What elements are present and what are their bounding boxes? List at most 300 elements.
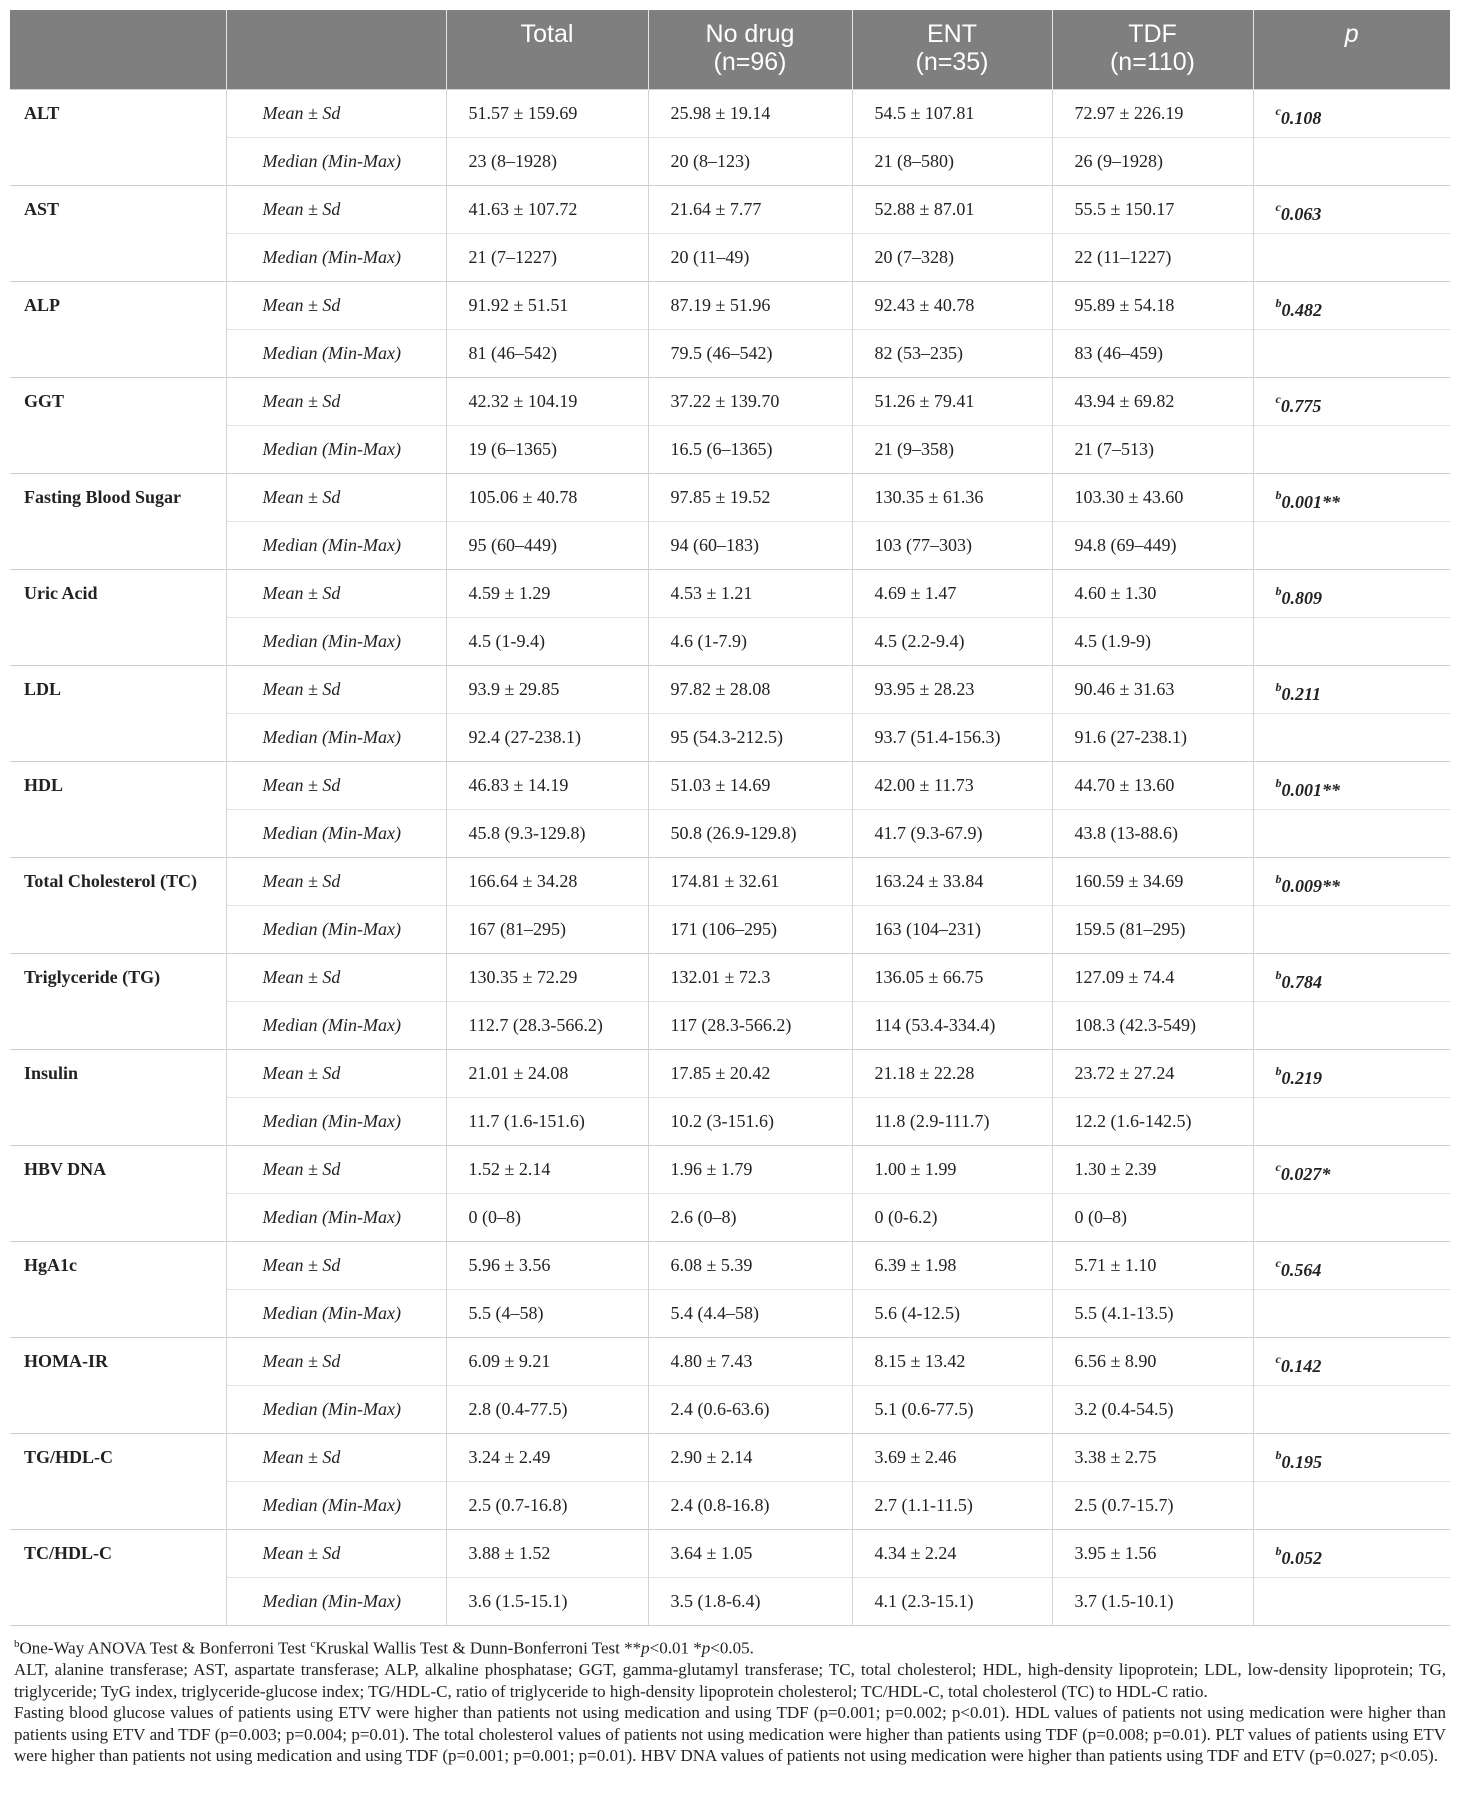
value-cell: 83 (46–459) [1052,330,1253,378]
p-value: 0.809 [1281,588,1322,608]
lab-results-table [10,10,1450,1626]
table-row [10,666,1450,714]
table-row [10,522,1450,570]
value-cell: 21.64 ± 7.77 [648,186,852,234]
table-row [10,1386,1450,1434]
p-value-cell [1253,426,1450,474]
table-row [10,762,1450,810]
p-value-test-marker: b [1275,968,1282,982]
row-label: HDL [10,762,226,810]
p-value-cell [1253,1194,1450,1242]
p-value: 0.027* [1280,1164,1331,1184]
value-cell: 21.01 ± 24.08 [446,1050,648,1098]
value-cell: 163 (104–231) [852,906,1052,954]
value-cell: 2.5 (0.7-15.7) [1052,1482,1253,1530]
value-cell: 95 (54.3-212.5) [648,714,852,762]
row-label [10,810,226,858]
value-cell: 94 (60–183) [648,522,852,570]
header-blank [10,10,226,90]
value-cell: 2.7 (1.1-11.5) [852,1482,1052,1530]
p-value-test-marker: b [1275,776,1282,790]
row-label [10,1098,226,1146]
value-cell: 167 (81–295) [446,906,648,954]
row-label: Insulin [10,1050,226,1098]
value-cell: 117 (28.3-566.2) [648,1002,852,1050]
p-value-cell [1253,330,1450,378]
stat-label: Mean ± Sd [226,282,446,330]
value-cell: 0 (0–8) [1052,1194,1253,1242]
footnote-tests: $^b$One-Way ANOVA Test & Bonferroni Test $^c$Kruskal Wallis Test & Dunn-Bonferroni Test **p<0.01 *p<0.05. [14,1638,754,1658]
value-cell: 95 (60–449) [446,522,648,570]
p-value: 0.211 [1281,684,1322,704]
row-label: LDL [10,666,226,714]
value-cell: 8.15 ± 13.42 [852,1338,1052,1386]
value-cell: 3.2 (0.4-54.5) [1052,1386,1253,1434]
p-value-cell [1253,1338,1450,1386]
p-value-test-marker: b [1275,680,1282,694]
p-value-cell [1253,474,1450,522]
value-cell: 3.6 (1.5-15.1) [446,1578,648,1626]
value-cell: 79.5 (46–542) [648,330,852,378]
value-cell: 37.22 ± 139.70 [648,378,852,426]
value-cell: 20 (11–49) [648,234,852,282]
stat-label: Median (Min-Max) [226,1386,446,1434]
row-label [10,1578,226,1626]
stat-label: Median (Min-Max) [226,618,446,666]
value-cell: 127.09 ± 74.4 [1052,954,1253,1002]
value-cell: 160.59 ± 34.69 [1052,858,1253,906]
table-row [10,1434,1450,1482]
p-value: 0.195 [1281,1452,1322,1472]
value-cell: 11.7 (1.6-151.6) [446,1098,648,1146]
p-value-cell [1253,90,1450,138]
table-row [10,618,1450,666]
p-value-test-marker: b [1275,584,1282,598]
value-cell: 4.60 ± 1.30 [1052,570,1253,618]
table-row [10,1098,1450,1146]
stat-label: Mean ± Sd [226,666,446,714]
value-cell: 52.88 ± 87.01 [852,186,1052,234]
stat-label: Mean ± Sd [226,1050,446,1098]
row-label: ALP [10,282,226,330]
p-value-cell [1253,1098,1450,1146]
value-cell: 3.88 ± 1.52 [446,1530,648,1578]
table-row [10,714,1450,762]
stat-label: Mean ± Sd [226,1434,446,1482]
value-cell: 4.53 ± 1.21 [648,570,852,618]
p-value-test-marker: b [1275,1448,1282,1462]
p-value-cell [1253,1530,1450,1578]
value-cell: 90.46 ± 31.63 [1052,666,1253,714]
p-value: 0.063 [1280,204,1322,224]
table-row [10,1290,1450,1338]
stat-label: Median (Min-Max) [226,714,446,762]
value-cell: 20 (8–123) [648,138,852,186]
stat-label: Median (Min-Max) [226,810,446,858]
row-label [10,330,226,378]
stat-label: Median (Min-Max) [226,1482,446,1530]
stat-label: Median (Min-Max) [226,234,446,282]
value-cell: 44.70 ± 13.60 [1052,762,1253,810]
p-value-cell [1253,138,1450,186]
p-value-test-marker: c [1275,200,1281,214]
row-label [10,426,226,474]
row-label: Fasting Blood Sugar [10,474,226,522]
p-value-cell [1253,1290,1450,1338]
row-label: Uric Acid [10,570,226,618]
p-value-cell [1253,186,1450,234]
table-row [10,186,1450,234]
value-cell: 6.39 ± 1.98 [852,1242,1052,1290]
value-cell: 3.38 ± 2.75 [1052,1434,1253,1482]
value-cell: 4.69 ± 1.47 [852,570,1052,618]
p-value-test-marker: c [1275,1160,1281,1174]
table-row [10,234,1450,282]
value-cell: 19 (6–1365) [446,426,648,474]
value-cell: 3.69 ± 2.46 [852,1434,1052,1482]
p-value: 0.052 [1281,1548,1322,1568]
value-cell: 22 (11–1227) [1052,234,1253,282]
stat-label: Median (Min-Max) [226,1290,446,1338]
stat-label: Median (Min-Max) [226,1098,446,1146]
header-no-drug: No drug (n=96) [648,10,852,90]
p-value-test-marker: c [1275,1256,1281,1270]
table-row [10,138,1450,186]
value-cell: 4.80 ± 7.43 [648,1338,852,1386]
table-row [10,1194,1450,1242]
stat-label: Mean ± Sd [226,858,446,906]
table-row [10,378,1450,426]
value-cell: 93.9 ± 29.85 [446,666,648,714]
table-row [10,1578,1450,1626]
stat-label: Median (Min-Max) [226,1194,446,1242]
value-cell: 87.19 ± 51.96 [648,282,852,330]
p-value-cell [1253,954,1450,1002]
p-value: 0.142 [1280,1356,1322,1376]
value-cell: 4.59 ± 1.29 [446,570,648,618]
table-row [10,282,1450,330]
value-cell: 0 (0-6.2) [852,1194,1052,1242]
value-cell: 2.6 (0–8) [648,1194,852,1242]
stat-label: Median (Min-Max) [226,330,446,378]
p-value-cell [1253,858,1450,906]
value-cell: 95.89 ± 54.18 [1052,282,1253,330]
header-blank-2 [226,10,446,90]
value-cell: 2.5 (0.7-16.8) [446,1482,648,1530]
table-row [10,1338,1450,1386]
p-value: 0.482 [1281,300,1322,320]
value-cell: 3.64 ± 1.05 [648,1530,852,1578]
value-cell: 21 (7–513) [1052,426,1253,474]
p-value-cell [1253,1002,1450,1050]
value-cell: 103.30 ± 43.60 [1052,474,1253,522]
stat-label: Median (Min-Max) [226,426,446,474]
value-cell: 97.85 ± 19.52 [648,474,852,522]
value-cell: 12.2 (1.6-142.5) [1052,1098,1253,1146]
row-label [10,522,226,570]
stat-label: Mean ± Sd [226,186,446,234]
table-row [10,474,1450,522]
value-cell: 171 (106–295) [648,906,852,954]
p-value-test-marker: b [1275,296,1282,310]
header-tdf: TDF (n=110) [1052,10,1253,90]
value-cell: 43.94 ± 69.82 [1052,378,1253,426]
value-cell: 103 (77–303) [852,522,1052,570]
footnote-abbreviations: ALT, alanine transferase; AST, aspartate transferase; ALP, alkaline phosphatase; GGT, gamma-glutamyl transferase; TC, total cholesterol; HDL, high-density lipoprotein; LDL, low-density lipoprotein; TG, triglyceride; TyG index, triglyceride-glucose index; TG/HDL-C, ratio of triglyceride to high-density lipoprotein cholesterol; TC/HDL-C, total cholesterol (TC) to HDL-C ratio. [14,1660,1446,1701]
value-cell: 41.7 (9.3-67.9) [852,810,1052,858]
p-value-cell [1253,618,1450,666]
value-cell: 21.18 ± 22.28 [852,1050,1052,1098]
stat-label: Median (Min-Max) [226,1002,446,1050]
value-cell: 132.01 ± 72.3 [648,954,852,1002]
p-value: 0.775 [1280,396,1322,416]
value-cell: 5.5 (4–58) [446,1290,648,1338]
row-label [10,1482,226,1530]
row-label: GGT [10,378,226,426]
p-value-cell [1253,1242,1450,1290]
footnote-findings: Fasting blood glucose values of patients using ETV were higher than patients not using medication and using TDF (p=0.001; p=0.002; p<0.01). HDL values of patients not using medication were higher than patients using ETV and TDF (p=0.003; p=0.004; p=0.01). The total cholesterol values of patients not using medication were higher than patients using TDF (p=0.008; p=0.01). PLT values of patients using ETV were higher than patients not using medication and using TDF (p=0.001; p=0.001; p=0.01). HBV DNA values of patients not using medication were higher than patients using TDF and ETV (p=0.027; p<0.05). [14,1703,1446,1766]
table-row [10,858,1450,906]
value-cell: 3.95 ± 1.56 [1052,1530,1253,1578]
p-value-test-marker: c [1275,104,1281,118]
stat-label: Median (Min-Max) [226,138,446,186]
value-cell: 2.4 (0.6-63.6) [648,1386,852,1434]
value-cell: 5.6 (4-12.5) [852,1290,1052,1338]
p-value-cell [1253,1482,1450,1530]
value-cell: 3.5 (1.8-6.4) [648,1578,852,1626]
row-label [10,138,226,186]
row-label [10,234,226,282]
p-value-test-marker: b [1275,872,1282,886]
value-cell: 6.09 ± 9.21 [446,1338,648,1386]
value-cell: 4.6 (1-7.9) [648,618,852,666]
row-label: ALT [10,90,226,138]
table-row [10,810,1450,858]
value-cell: 5.96 ± 3.56 [446,1242,648,1290]
value-cell: 5.4 (4.4–58) [648,1290,852,1338]
row-label: TG/HDL-C [10,1434,226,1482]
value-cell: 51.57 ± 159.69 [446,90,648,138]
row-label: HOMA-IR [10,1338,226,1386]
value-cell: 91.6 (27-238.1) [1052,714,1253,762]
value-cell: 92.43 ± 40.78 [852,282,1052,330]
table-row [10,1050,1450,1098]
p-value: 0.001** [1281,780,1340,800]
value-cell: 1.30 ± 2.39 [1052,1146,1253,1194]
row-label: HBV DNA [10,1146,226,1194]
p-value-cell [1253,522,1450,570]
value-cell: 42.32 ± 104.19 [446,378,648,426]
value-cell: 130.35 ± 72.29 [446,954,648,1002]
value-cell: 17.85 ± 20.42 [648,1050,852,1098]
table-row [10,90,1450,138]
value-cell: 163.24 ± 33.84 [852,858,1052,906]
header-p-value: p [1253,10,1450,90]
value-cell: 1.52 ± 2.14 [446,1146,648,1194]
table-row [10,1002,1450,1050]
p-value-test-marker: b [1275,1544,1282,1558]
value-cell: 16.5 (6–1365) [648,426,852,474]
value-cell: 3.24 ± 2.49 [446,1434,648,1482]
stat-label: Mean ± Sd [226,570,446,618]
table-row [10,1242,1450,1290]
stat-label: Mean ± Sd [226,1146,446,1194]
value-cell: 20 (7–328) [852,234,1052,282]
value-cell: 21 (8–580) [852,138,1052,186]
value-cell: 4.34 ± 2.24 [852,1530,1052,1578]
stat-label: Mean ± Sd [226,1530,446,1578]
value-cell: 11.8 (2.9-111.7) [852,1098,1052,1146]
value-cell: 92.4 (27-238.1) [446,714,648,762]
p-value-cell [1253,1146,1450,1194]
table-footnotes [10,1634,1450,1767]
value-cell: 6.56 ± 8.90 [1052,1338,1253,1386]
p-value: 0.108 [1280,108,1322,128]
table-row [10,954,1450,1002]
value-cell: 23 (8–1928) [446,138,648,186]
value-cell: 6.08 ± 5.39 [648,1242,852,1290]
value-cell: 43.8 (13-88.6) [1052,810,1253,858]
table-row [10,1530,1450,1578]
value-cell: 51.26 ± 79.41 [852,378,1052,426]
value-cell: 51.03 ± 14.69 [648,762,852,810]
value-cell: 41.63 ± 107.72 [446,186,648,234]
p-value-cell [1253,810,1450,858]
p-value-cell [1253,234,1450,282]
row-label: AST [10,186,226,234]
value-cell: 112.7 (28.3-566.2) [446,1002,648,1050]
table-body [10,90,1450,1626]
value-cell: 46.83 ± 14.19 [446,762,648,810]
value-cell: 21 (9–358) [852,426,1052,474]
row-label [10,1386,226,1434]
stat-label: Mean ± Sd [226,762,446,810]
row-label: Triglyceride (TG) [10,954,226,1002]
value-cell: 42.00 ± 11.73 [852,762,1052,810]
row-label [10,618,226,666]
p-value-cell [1253,714,1450,762]
value-cell: 5.5 (4.1-13.5) [1052,1290,1253,1338]
row-label: Total Cholesterol (TC) [10,858,226,906]
p-value-cell [1253,570,1450,618]
value-cell: 94.8 (69–449) [1052,522,1253,570]
p-value-cell [1253,1050,1450,1098]
value-cell: 93.95 ± 28.23 [852,666,1052,714]
p-value-cell [1253,378,1450,426]
stat-label: Median (Min-Max) [226,906,446,954]
table-row [10,906,1450,954]
value-cell: 1.96 ± 1.79 [648,1146,852,1194]
p-value-cell [1253,762,1450,810]
value-cell: 91.92 ± 51.51 [446,282,648,330]
table-row [10,1146,1450,1194]
header-total: Total [446,10,648,90]
table-row [10,426,1450,474]
value-cell: 93.7 (51.4-156.3) [852,714,1052,762]
value-cell: 81 (46–542) [446,330,648,378]
value-cell: 82 (53–235) [852,330,1052,378]
stat-label: Mean ± Sd [226,378,446,426]
value-cell: 4.1 (2.3-15.1) [852,1578,1052,1626]
value-cell: 114 (53.4-334.4) [852,1002,1052,1050]
table-row [10,570,1450,618]
p-value: 0.219 [1281,1068,1322,1088]
value-cell: 55.5 ± 150.17 [1052,186,1253,234]
value-cell: 72.97 ± 226.19 [1052,90,1253,138]
row-label [10,714,226,762]
value-cell: 108.3 (42.3-549) [1052,1002,1253,1050]
table-row [10,1482,1450,1530]
table-row [10,330,1450,378]
value-cell: 2.8 (0.4-77.5) [446,1386,648,1434]
value-cell: 21 (7–1227) [446,234,648,282]
header-ent: ENT (n=35) [852,10,1052,90]
value-cell: 2.4 (0.8-16.8) [648,1482,852,1530]
value-cell: 174.81 ± 32.61 [648,858,852,906]
value-cell: 4.5 (2.2-9.4) [852,618,1052,666]
row-label: TC/HDL-C [10,1530,226,1578]
value-cell: 2.90 ± 2.14 [648,1434,852,1482]
value-cell: 1.00 ± 1.99 [852,1146,1052,1194]
row-label [10,1002,226,1050]
table-header-row [10,10,1450,90]
value-cell: 3.7 (1.5-10.1) [1052,1578,1253,1626]
value-cell: 25.98 ± 19.14 [648,90,852,138]
p-value-cell [1253,1386,1450,1434]
value-cell: 10.2 (3-151.6) [648,1098,852,1146]
p-value-cell [1253,282,1450,330]
value-cell: 97.82 ± 28.08 [648,666,852,714]
value-cell: 4.5 (1.9-9) [1052,618,1253,666]
stat-label: Median (Min-Max) [226,522,446,570]
row-label: HgA1c [10,1242,226,1290]
value-cell: 4.5 (1-9.4) [446,618,648,666]
p-value-test-marker: c [1275,1352,1281,1366]
p-value-test-marker: c [1275,392,1281,406]
value-cell: 130.35 ± 61.36 [852,474,1052,522]
p-value-test-marker: b [1275,1064,1282,1078]
stat-label: Mean ± Sd [226,954,446,1002]
row-label [10,906,226,954]
p-value: 0.784 [1281,972,1322,992]
value-cell: 159.5 (81–295) [1052,906,1253,954]
p-value-test-marker: b [1275,488,1282,502]
p-value-cell [1253,1434,1450,1482]
value-cell: 54.5 ± 107.81 [852,90,1052,138]
value-cell: 50.8 (26.9-129.8) [648,810,852,858]
row-label [10,1290,226,1338]
value-cell: 166.64 ± 34.28 [446,858,648,906]
p-value: 0.001** [1281,492,1340,512]
stat-label: Median (Min-Max) [226,1578,446,1626]
value-cell: 23.72 ± 27.24 [1052,1050,1253,1098]
results-table-container [10,10,1450,1767]
value-cell: 136.05 ± 66.75 [852,954,1052,1002]
stat-label: Mean ± Sd [226,474,446,522]
value-cell: 105.06 ± 40.78 [446,474,648,522]
value-cell: 5.71 ± 1.10 [1052,1242,1253,1290]
p-value-cell [1253,666,1450,714]
value-cell: 26 (9–1928) [1052,138,1253,186]
p-value: 0.009** [1281,876,1340,896]
p-value-cell [1253,1578,1450,1626]
p-value: 0.564 [1280,1260,1322,1280]
row-label [10,1194,226,1242]
value-cell: 0 (0–8) [446,1194,648,1242]
value-cell: 5.1 (0.6-77.5) [852,1386,1052,1434]
value-cell: 45.8 (9.3-129.8) [446,810,648,858]
stat-label: Mean ± Sd [226,1242,446,1290]
